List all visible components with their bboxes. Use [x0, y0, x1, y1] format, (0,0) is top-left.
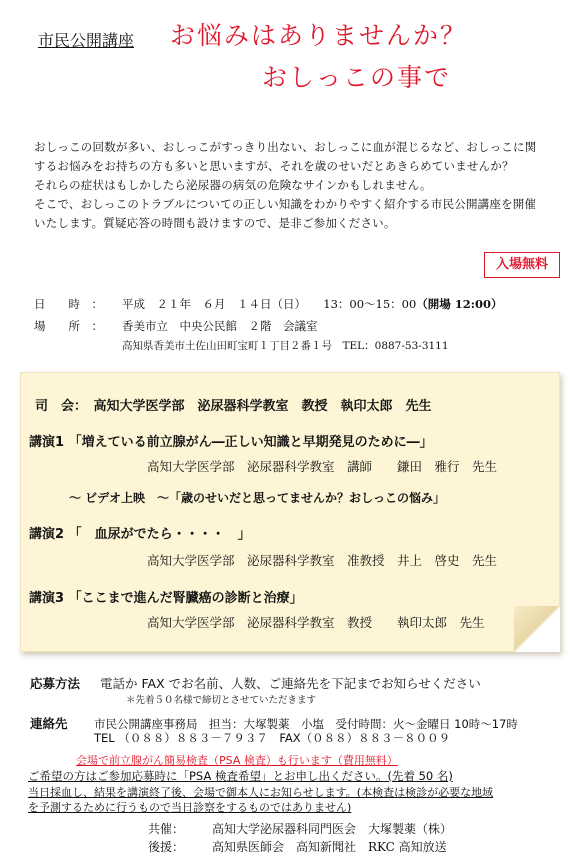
free-admission-badge: 入場無料 [484, 252, 560, 278]
lecture2-title: 講演2 「 血尿がでたら・・・・ 」 [29, 527, 251, 542]
chair-line: 司 会： 高知大学医学部 泌尿器科学教室 教授 執印太郎 先生 [35, 399, 432, 414]
date-value: 平成 ２１年 ６月 １４日（日） 13：00～15：00 [122, 297, 417, 311]
contact-phone-fax: TEL （０８８）８８３－７９３７ FAX（０８８）８８３－８００９ [94, 731, 451, 745]
screening-line: を予測するために行うもので当日診察をするものではありません) [28, 801, 352, 814]
apply-method-row [30, 674, 481, 692]
intro-line: おしっこの回数が多い、おしっこがすっきり出ない、おしっこに血が混じるなど、おしっこに関 [34, 140, 537, 154]
apply-method-text: 電話か FAX でお名前、人数、ご連絡先を下記までお知らせください [100, 676, 481, 691]
program-panel [20, 372, 560, 652]
support-row [148, 838, 447, 855]
intro-line: いたします。質疑応答の時間も設けますので、是非ご参加ください。 [34, 216, 396, 230]
lecture3-speaker: 高知大学医学部 泌尿器科学教室 教授 執印太郎 先生 [147, 615, 485, 630]
door-open-time: （開場 12:00） [416, 297, 503, 311]
host-value: 高知大学泌尿器科同門医会 大塚製薬（株） [212, 822, 453, 836]
lecture3-title: 講演3 「ここまで進んだ腎臓癌の診断と治療」 [29, 591, 303, 606]
page-curl-decoration [514, 606, 560, 652]
intro-line: それらの症状はもしかしたら泌尿器の病気の危険なサインかもしれません。 [34, 178, 432, 192]
intro-text [34, 138, 554, 233]
page-title: お悩みはありませんか？ [170, 21, 468, 50]
video-line: ～ ビデオ上映 ～「歳のせいだと思ってませんか？おしっこの悩み」 [69, 491, 445, 505]
series-label: 市民公開講座 [38, 31, 135, 50]
support-value: 高知県医師会 高知新聞社 RKC 高知放送 [212, 840, 447, 854]
host-label: 共催： [148, 822, 185, 836]
apply-method-label: 応募方法 [30, 676, 81, 691]
lecture1-title: 講演1 「増えている前立腺がん―正しい知識と早期発見のために―」 [29, 435, 433, 450]
lecture1-speaker: 高知大学医学部 泌尿器科学教室 講師 鎌田 雅行 先生 [147, 459, 498, 474]
venue-row [34, 318, 318, 334]
date-row [34, 296, 503, 312]
apply-method-note: ＊先着５０名様で締切とさせていただきます [126, 695, 317, 706]
page-subtitle: おしっこの事で [262, 63, 452, 92]
intro-line: そこで、おしっこのトラブルについての正しい知識をわかりやすく紹介する市民公開講座を開催 [34, 197, 537, 211]
lecture2-speaker: 高知大学医学部 泌尿器科学教室 准教授 井上 啓史 先生 [147, 553, 498, 568]
screening-headline: 会場で前立腺がん簡易検査（PSA 検査）も行います（費用無料） [76, 754, 398, 767]
screening-line: 当日採血し、結果を講演終了後、会場で御本人にお知らせします。(本検査は検診が必要な地域 [28, 786, 494, 799]
screening-line: ご希望の方はご参加応募時に「PSA 検査希望」とお申し出ください。(先着 50 名) [28, 769, 453, 783]
contact-text: 市民公開講座事務局 担当：大塚製薬 小塩 受付時間：火～金曜日 10時～17時 [94, 717, 518, 731]
date-label: 日 時 ： [34, 297, 103, 311]
support-label: 後援： [148, 840, 185, 854]
venue-address: 高知県香美市土佐山田町宝町１丁目２番１号 TEL：0887-53-3111 [122, 340, 449, 352]
host-row [148, 820, 452, 837]
intro-line: するお悩みをお持ちの方も多いと思いますが、それを歳のせいだとあきらめていませんか？ [34, 159, 514, 173]
venue-label: 場 所 ： [34, 319, 103, 333]
venue-value: 香美市立 中央公民館 ２階 会議室 [122, 319, 318, 333]
contact-label: 連絡先 [30, 716, 68, 731]
